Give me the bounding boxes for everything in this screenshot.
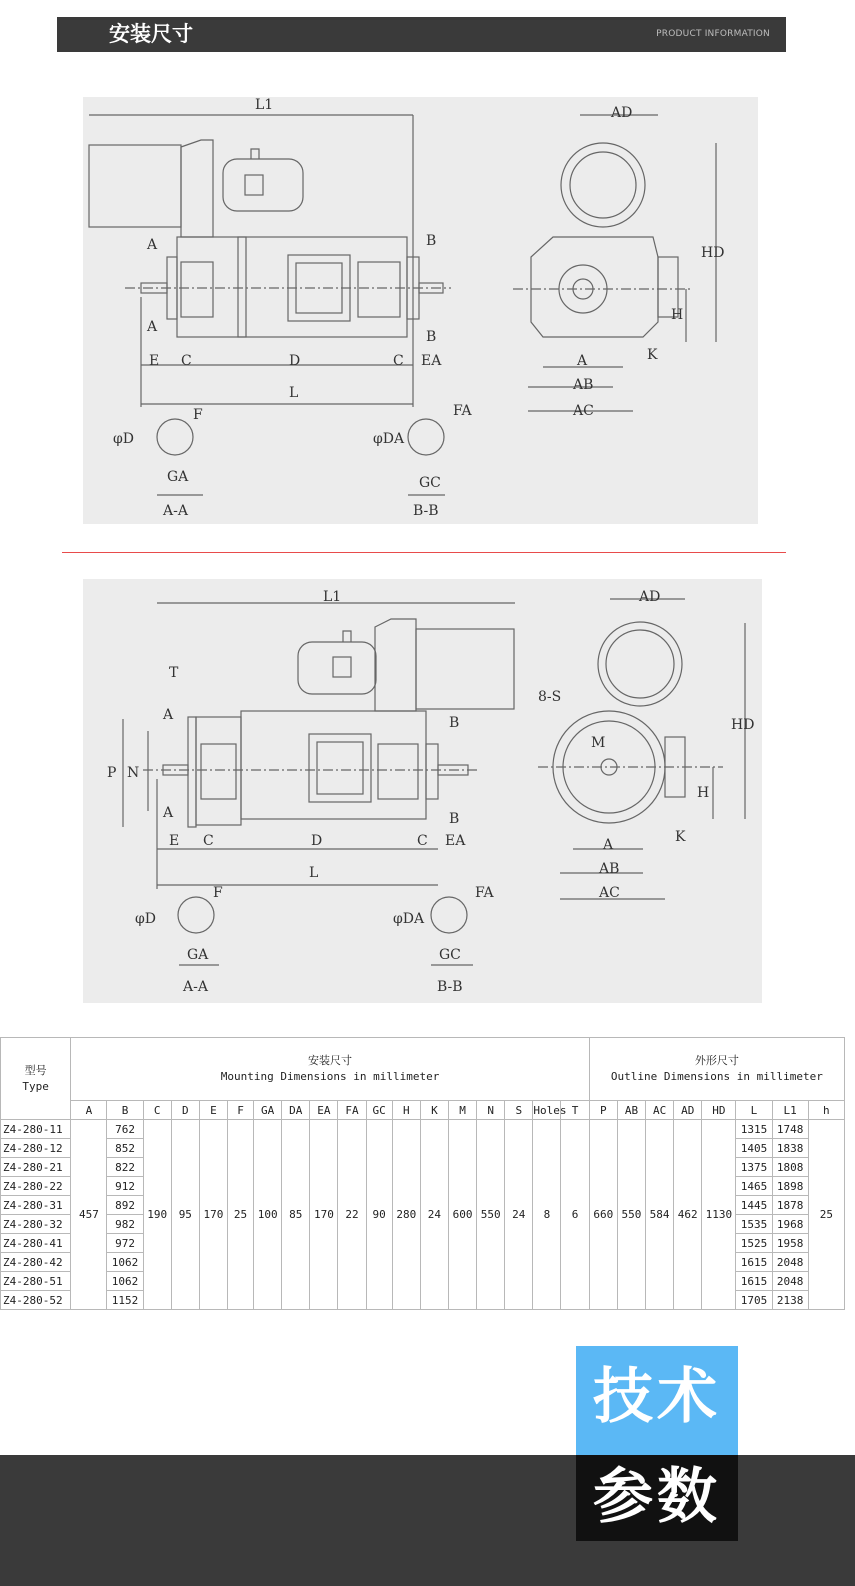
section-subtitle: PRODUCT INFORMATION <box>656 29 770 39</box>
badge-text-line1: 技术 <box>593 1362 721 1432</box>
cell-l: 1615 <box>736 1272 772 1291</box>
col-header-t: T <box>561 1101 589 1120</box>
mounting-header-cn: 安装尺寸 <box>308 1054 353 1067</box>
d1-label-c-right: C <box>393 353 404 369</box>
d1-label-a-bottom: A <box>147 319 158 335</box>
cell-k: 24 <box>420 1120 448 1310</box>
d2-label-ad: AD <box>639 589 661 605</box>
col-header-ea: EA <box>310 1101 338 1120</box>
d1-label-c-left: C <box>181 353 192 369</box>
cell-m: 600 <box>448 1120 476 1310</box>
cell-l: 1465 <box>736 1177 772 1196</box>
drawing2-svg <box>83 579 762 1003</box>
cell-ad: 462 <box>674 1120 702 1310</box>
d1-label-b-top: B <box>426 233 437 249</box>
d2-label-l1: L1 <box>323 589 342 605</box>
col-header-l: L <box>736 1101 772 1120</box>
col-header-a: A <box>71 1101 107 1120</box>
cell-l1: 2138 <box>772 1291 808 1310</box>
cell-l: 1615 <box>736 1253 772 1272</box>
col-header-k: K <box>420 1101 448 1120</box>
d2-label-fa: FA <box>475 885 494 901</box>
cell-ac: 584 <box>646 1120 674 1310</box>
cell-holes: 8 <box>533 1120 561 1310</box>
cell-gc: 90 <box>366 1120 392 1310</box>
d2-label-ea: EA <box>445 833 466 849</box>
d2-label-n: N <box>127 765 140 781</box>
cell-b: 912 <box>107 1177 143 1196</box>
cell-l: 1705 <box>736 1291 772 1310</box>
d2-label-sec-aa: A-A <box>183 979 208 995</box>
type-cell: Z4-280-11 <box>1 1120 71 1139</box>
d2-label-k: K <box>675 829 686 845</box>
d1-label-phid: φD <box>113 431 135 447</box>
type-header-cn: 型号 <box>24 1063 47 1077</box>
d2-label-h: H <box>697 785 710 801</box>
section-header <box>57 17 786 52</box>
col-header-e: E <box>199 1101 227 1120</box>
cell-l: 1525 <box>736 1234 772 1253</box>
type-header <box>1 1038 71 1120</box>
badge-text-line2: 参数 <box>593 1462 721 1532</box>
cell-l1: 2048 <box>772 1253 808 1272</box>
type-cell: Z4-280-41 <box>1 1234 71 1253</box>
d2-label-a-top: A <box>163 707 174 723</box>
col-header-c: C <box>143 1101 171 1120</box>
dimension-drawing-foot-mounted <box>83 97 758 524</box>
type-cell: Z4-280-52 <box>1 1291 71 1310</box>
cell-b: 972 <box>107 1234 143 1253</box>
outline-header-cn: 外形尺寸 <box>694 1054 739 1067</box>
type-header-en: Type <box>22 1079 49 1093</box>
col-header-hd: HD <box>702 1101 736 1120</box>
cell-l: 1535 <box>736 1215 772 1234</box>
table-row <box>1 1120 845 1139</box>
cell-l1: 1808 <box>772 1158 808 1177</box>
d2-label-c-left: C <box>203 833 214 849</box>
dimension-drawing-flange-mounted <box>83 579 762 1003</box>
d1-label-ad: AD <box>611 105 633 121</box>
col-header-h: h <box>808 1101 844 1120</box>
cell-ga: 100 <box>254 1120 282 1310</box>
cell-b: 762 <box>107 1120 143 1139</box>
d1-label-h: H <box>671 307 684 323</box>
type-cell: Z4-280-21 <box>1 1158 71 1177</box>
cell-s: 24 <box>505 1120 533 1310</box>
cell-c: 190 <box>143 1120 171 1310</box>
d1-label-e: E <box>149 353 160 369</box>
d1-label-l1: L1 <box>255 97 274 113</box>
cell-fa: 22 <box>338 1120 366 1310</box>
col-header-b: B <box>107 1101 143 1120</box>
cell-l: 1375 <box>736 1158 772 1177</box>
col-header-ga: GA <box>254 1101 282 1120</box>
d2-label-sec-bb: B-B <box>437 979 463 995</box>
d2-label-ga: GA <box>187 947 209 963</box>
col-header-ad: AD <box>674 1101 702 1120</box>
col-header-gc: GC <box>366 1101 392 1120</box>
d1-label-phida: φDA <box>373 431 405 447</box>
col-header-p: P <box>589 1101 617 1120</box>
d2-label-d: D <box>311 833 323 849</box>
col-header-m: M <box>448 1101 476 1120</box>
d2-label-b-top: B <box>449 715 460 731</box>
d2-label-a-end: A <box>603 837 614 853</box>
d2-label-p: P <box>107 765 117 781</box>
col-header-f: F <box>228 1101 254 1120</box>
d2-label-gc: GC <box>439 947 461 963</box>
cell-l1: 1898 <box>772 1177 808 1196</box>
d2-label-phida: φDA <box>393 911 425 927</box>
col-header-h: H <box>392 1101 420 1120</box>
col-header-d: D <box>171 1101 199 1120</box>
mounting-header-en: Mounting Dimensions in millimeter <box>220 1070 440 1083</box>
cell-h: 25 <box>808 1120 844 1310</box>
d1-label-ga: GA <box>167 469 189 485</box>
d1-label-a-end: A <box>577 353 588 369</box>
col-header-da: DA <box>282 1101 310 1120</box>
col-header-s: S <box>505 1101 533 1120</box>
d1-label-f: F <box>193 407 203 423</box>
section-title: 安装尺寸 <box>109 22 193 46</box>
cell-da: 85 <box>282 1120 310 1310</box>
d1-label-sec-aa: A-A <box>163 503 188 519</box>
d1-label-gc: GC <box>419 475 441 491</box>
d1-label-a-top: A <box>147 237 158 253</box>
d2-label-ac: AC <box>599 885 620 901</box>
d1-label-ea: EA <box>421 353 442 369</box>
col-header-holes: Holes <box>533 1101 561 1120</box>
d2-label-phid: φD <box>135 911 157 927</box>
d1-label-sec-bb: B-B <box>413 503 439 519</box>
type-cell: Z4-280-32 <box>1 1215 71 1234</box>
d2-label-t: T <box>169 665 179 681</box>
d2-label-l: L <box>309 865 319 881</box>
cell-n: 550 <box>477 1120 505 1310</box>
mounting-header <box>71 1038 589 1101</box>
cell-l1: 1878 <box>772 1196 808 1215</box>
d2-label-m: M <box>591 735 606 751</box>
type-cell: Z4-280-12 <box>1 1139 71 1158</box>
d1-label-hd: HD <box>701 245 725 261</box>
d1-label-ac: AC <box>573 403 594 419</box>
cell-l1: 1958 <box>772 1234 808 1253</box>
cell-b: 1152 <box>107 1291 143 1310</box>
d2-label-c-right: C <box>417 833 428 849</box>
d2-label-f: F <box>213 885 223 901</box>
cell-l: 1405 <box>736 1139 772 1158</box>
col-header-l1: L1 <box>772 1101 808 1120</box>
cell-l: 1315 <box>736 1120 772 1139</box>
type-cell: Z4-280-51 <box>1 1272 71 1291</box>
cell-b: 1062 <box>107 1253 143 1272</box>
d2-label-s8: 8-S <box>538 689 562 705</box>
cell-a: 457 <box>71 1120 107 1310</box>
cell-b: 852 <box>107 1139 143 1158</box>
cell-b: 982 <box>107 1215 143 1234</box>
cell-l1: 1748 <box>772 1120 808 1139</box>
cell-b: 892 <box>107 1196 143 1215</box>
d1-label-ab: AB <box>573 377 594 393</box>
col-header-ab: AB <box>617 1101 645 1120</box>
d1-label-fa: FA <box>453 403 472 419</box>
d2-label-a-bottom: A <box>163 805 174 821</box>
cell-l1: 1838 <box>772 1139 808 1158</box>
cell-l1: 1968 <box>772 1215 808 1234</box>
cell-f: 25 <box>228 1120 254 1310</box>
spec-table-body <box>1 1120 845 1310</box>
outline-header-en: Outline Dimensions in millimeter <box>610 1070 823 1083</box>
d1-label-k: K <box>647 347 658 363</box>
type-cell: Z4-280-42 <box>1 1253 71 1272</box>
cell-t: 6 <box>561 1120 589 1310</box>
column-header-row <box>1 1101 845 1120</box>
red-divider <box>62 552 786 553</box>
cell-l: 1445 <box>736 1196 772 1215</box>
spec-table <box>0 1037 845 1310</box>
cell-hd: 1130 <box>702 1120 736 1310</box>
cell-h: 280 <box>392 1120 420 1310</box>
cell-b: 1062 <box>107 1272 143 1291</box>
cell-d: 95 <box>171 1120 199 1310</box>
cell-e: 170 <box>199 1120 227 1310</box>
d1-label-b-bottom: B <box>426 329 437 345</box>
drawing1-svg <box>83 97 758 524</box>
cell-l1: 2048 <box>772 1272 808 1291</box>
cell-p: 660 <box>589 1120 617 1310</box>
type-cell: Z4-280-31 <box>1 1196 71 1215</box>
cell-b: 822 <box>107 1158 143 1177</box>
d1-label-d: D <box>289 353 301 369</box>
col-header-fa: FA <box>338 1101 366 1120</box>
col-header-n: N <box>477 1101 505 1120</box>
col-header-ac: AC <box>646 1101 674 1120</box>
outline-header <box>589 1038 844 1101</box>
type-cell: Z4-280-22 <box>1 1177 71 1196</box>
d1-label-l: L <box>289 385 299 401</box>
d2-label-ab: AB <box>599 861 620 877</box>
cell-ab: 550 <box>617 1120 645 1310</box>
d2-label-hd: HD <box>731 717 755 733</box>
cell-ea: 170 <box>310 1120 338 1310</box>
d2-label-e: E <box>169 833 180 849</box>
d2-label-b-bottom: B <box>449 811 460 827</box>
